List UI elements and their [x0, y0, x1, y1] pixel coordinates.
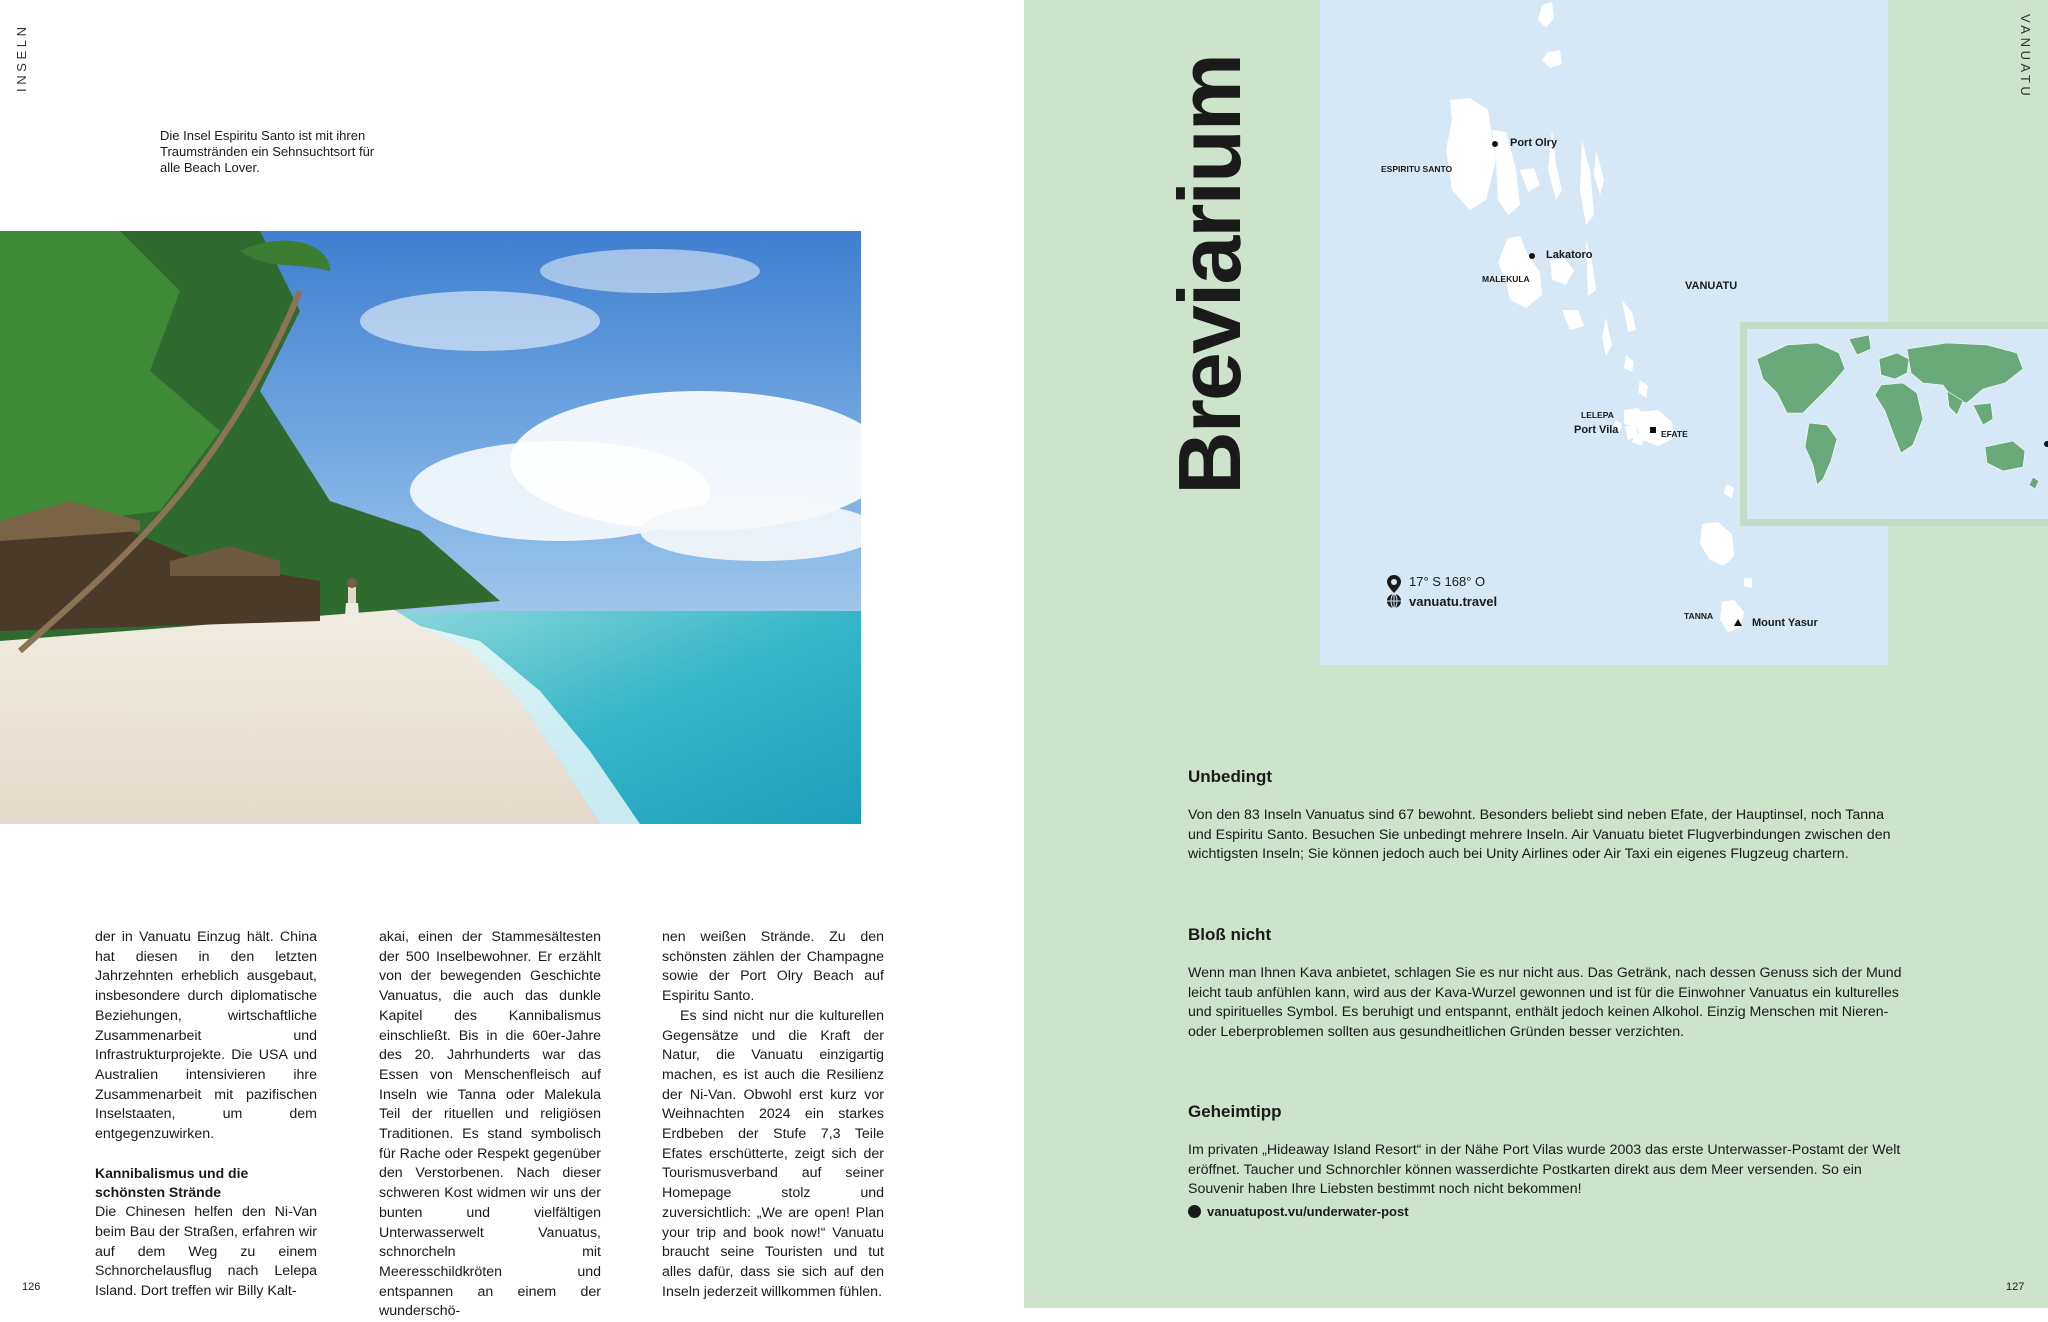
- body-paragraph: Die Chinesen helfen den Ni-Van beim Bau der Straßen, erfahren wir auf dem Weg zu einem Schnorchelausflug nach Lelepa Island. Dort treffen wir Billy Kalt-: [95, 1204, 317, 1299]
- section-geheimtipp: [1188, 1102, 1908, 1222]
- running-head-left: INSELN: [14, 23, 29, 92]
- text-column-2: [379, 928, 601, 1322]
- text-column-3: [662, 928, 884, 1302]
- section-text: Wenn man Ihnen Kava anbietet, schlagen Sie es nur nicht aus. Das Getränk, nach dessen Genuss sich der Mund leicht taub anfühlen kann, wird aus der Kava-Wurzel gewonnen und ist für die Einwohner Vanuatus ein kulturelles und spirituelles Symbol. Es beruhigt und entspannt, enthält jedoch keinen Alkohol. Einzig Menschen mit Nieren- oder Leberproblemen sollten aus gesundheitlichen Gründen besser verzichten.: [1188, 964, 1902, 1041]
- page-title-text: Breviarium: [1160, 55, 1259, 495]
- right-page: [1024, 0, 2048, 1308]
- underwater-post-link-text: vanuatupost.vu/underwater-post: [1207, 1204, 1409, 1220]
- subheading: Kannibalismus und die schönsten Strände: [95, 1164, 249, 1201]
- map-label-port-olry: Port Olry: [1510, 137, 1558, 149]
- photo-caption: Die Insel Espiritu Santo ist mit ihren Traumstränden ein Sehnsuchtsort für alle Beach Lover.: [160, 128, 375, 175]
- beach-photo: [0, 231, 861, 824]
- globe-icon: [1188, 1205, 1201, 1218]
- map-label-tanna: TANNA: [1684, 611, 1714, 621]
- section-heading: Unbedingt: [1188, 767, 1273, 786]
- underwater-post-link[interactable]: [1188, 1202, 1908, 1222]
- map-label-espiritu-santo: ESPIRITU SANTO: [1381, 164, 1453, 174]
- section-heading: Geheimtipp: [1188, 1102, 1282, 1121]
- map-label-malekula: MALEKULA: [1482, 274, 1530, 284]
- section-text: Von den 83 Inseln Vanuatus sind 67 bewohnt. Besonders beliebt sind neben Efate, der Hauptinsel, noch Tanna und Espiritu Santo. Besuchen Sie unbedingt mehrere Inseln. Air Vanuatu bietet Flugverbindungen zwischen den wichtigsten Inseln; Sie können jedoch auch bei Unity Airlines oder Air Taxi ein eigenes Flugzeug chartern.: [1188, 806, 1891, 863]
- coordinates-text: 17° S 168° O: [1409, 574, 1486, 589]
- map-label-lelepa: LELEPA: [1581, 410, 1614, 420]
- map-label-mount-yasur: Mount Yasur: [1752, 617, 1818, 629]
- map-label-vanuatu: VANUATU: [1685, 280, 1738, 292]
- map-label-lakatoro: Lakatoro: [1546, 249, 1593, 261]
- section-heading: Bloß nicht: [1188, 925, 1272, 944]
- map-label-port-vila: Port Vila: [1574, 424, 1619, 436]
- body-paragraph: der in Vanuatu Einzug hält. China hat diesen in den letzten Jahrzehnten erheblich ausgebaut, insbesondere durch diplomatische Beziehungen, wirtschaftliche Zusammenarbeit und Infrastrukturprojekte. Die USA und Australien intensivieren ihre Zusammenarbeit mit pazifischen Inselstaaten, um dem entgegenzuwirken.: [95, 929, 317, 1143]
- left-page: [0, 0, 1024, 1320]
- map-label-efate: EFATE: [1661, 429, 1688, 439]
- section-bloss-nicht: [1188, 925, 1908, 1043]
- body-paragraph: Es sind nicht nur die kulturellen Gegensätze und die Kraft der Natur, die Vanuatu einzigartig machen, es ist auch die Resilienz der Ni-Van. Obwohl erst kurz vor Weihnachten 2024 ein starkes Erdbeben der Stufe 7,3 Teile Efates erschütterte, zeigt sich der Tourismusverband auf seiner Homepage stolz und zuversichtlich: „We are open! Plan your trip and book now!“ Vanuatu braucht seine Touristen und tut alles dafür, dass sie sich auf den Inseln jederzeit willkommen fühlen.: [662, 1007, 884, 1300]
- page-title: [1160, 55, 1259, 505]
- running-head-right: VANUATU: [2018, 14, 2033, 100]
- body-paragraph: nen weißen Strände. Zu den schönsten zählen der Champagne sowie der Port Olry Beach auf Espiritu Santo.: [662, 929, 884, 1005]
- world-map-inset: [1740, 322, 2048, 526]
- section-unbedingt: [1188, 767, 1908, 865]
- page-number-left: 126: [22, 1281, 41, 1293]
- section-text: Im privaten „Hideaway Island Resort“ in der Nähe Port Vilas wurde 2003 das erste Unterwasser-Postamt der Welt eröffnet. Taucher und Schnorchler können wasserdichte Postkarten direkt aus dem Meer versenden. So ein Souvenir haben Ihre Liebsten bestimmt noch nicht bekommen!: [1188, 1141, 1901, 1198]
- body-paragraph: akai, einen der Stammesältesten der 500 Inselbewohner. Er erzählt von der bewegenden Geschichte Vanuatus, die auch das dunkle Kapitel des Kannibalismus einschließt. Bis in die 60er-Jahre des 20. Jahrhunderts war das Essen von Menschenfleisch auf Inseln wie Tanna oder Malekula Teil der rituellen und religiösen Traditionen. Es stand symbolisch für Rache oder Respekt gegenüber den Verstorbenen. Nach dieser schweren Kost widmen wir uns der bunten und vielfältigen Unterwasserwelt Vanuatus, schnorcheln mit Meeresschildkröten und entspannen an einem der wunderschö-: [379, 929, 601, 1320]
- text-column-1: [95, 928, 317, 1302]
- website-link[interactable]: vanuatu.travel: [1409, 594, 1498, 609]
- page-number-right: 127: [2006, 1281, 2025, 1293]
